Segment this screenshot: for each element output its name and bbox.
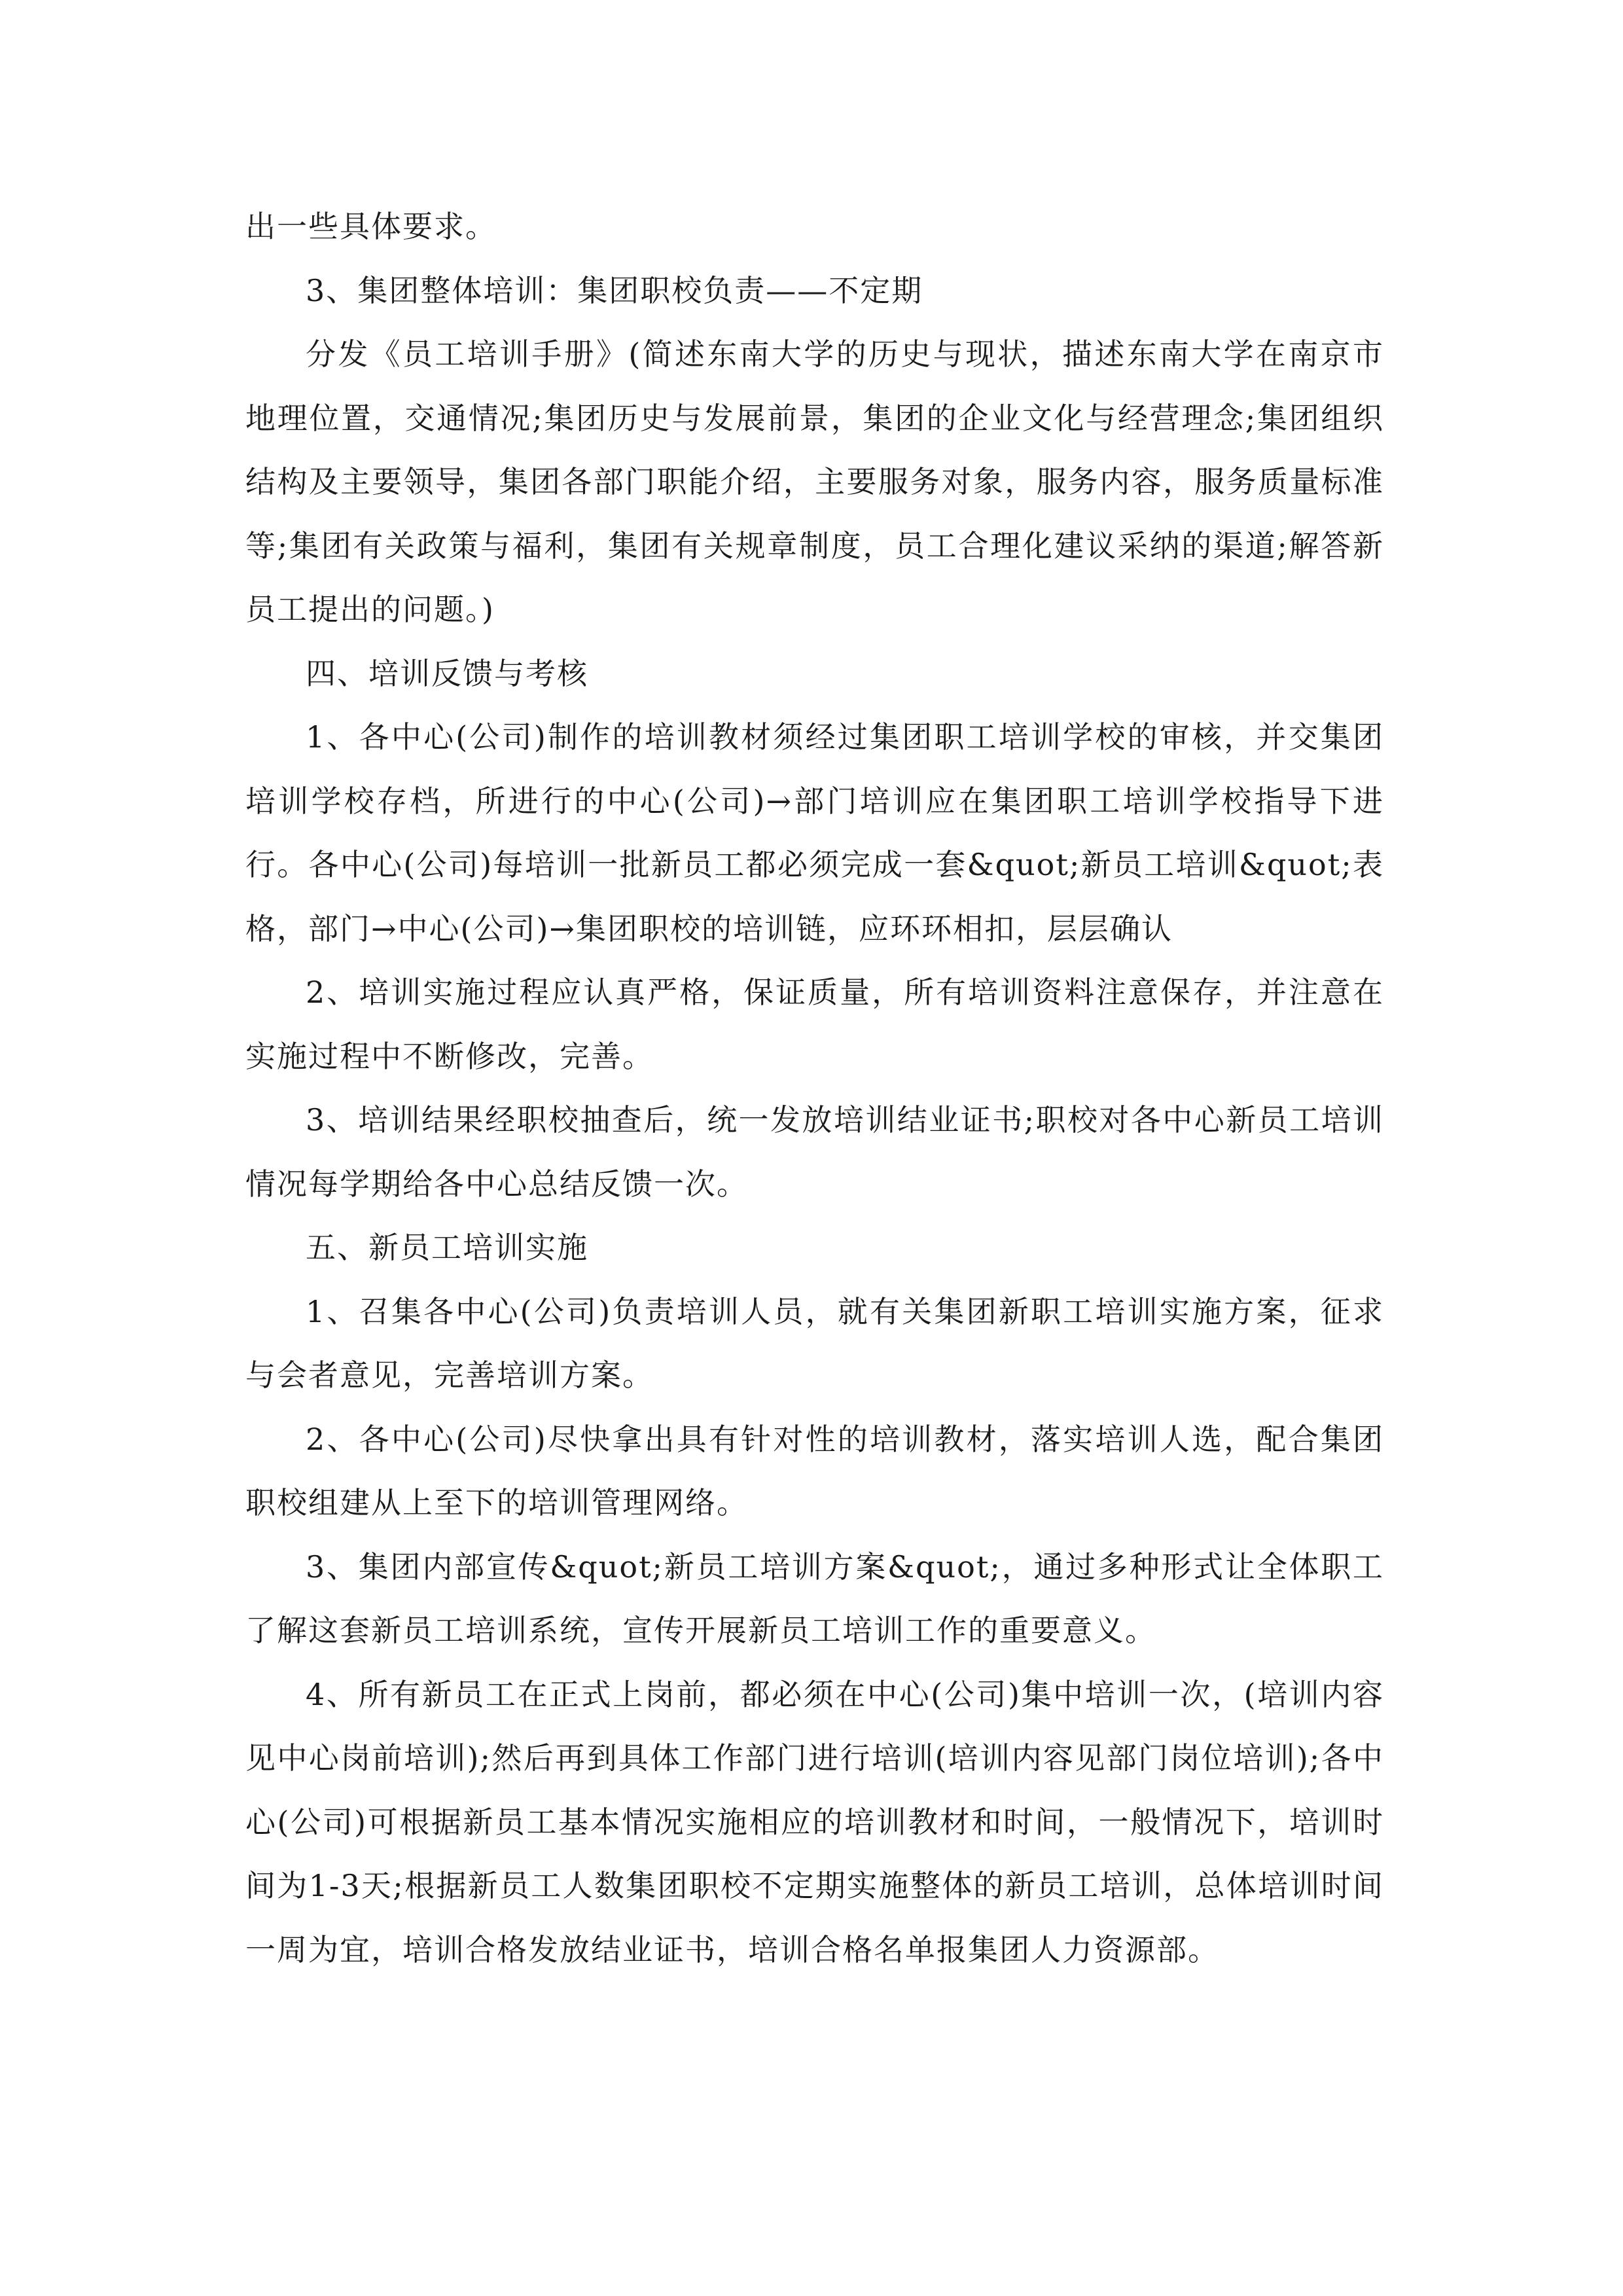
paragraph-implementation-3: 3、集团内部宣传&quot;新员工培训方案&quot;，通过多种形式让全体职工了解这套新员工培训系统，宣传开展新员工培训工作的重要意义。 (245, 1549, 1384, 1648)
document-body (245, 195, 1384, 1982)
section-heading-implementation: 五、新员工培训实施 (306, 1230, 588, 1265)
paragraph-feedback-3: 3、培训结果经职校抽查后，统一发放培训结业证书;职校对各中心新员工培训情况每学期给各中心总结反馈一次。 (245, 1102, 1384, 1202)
section-heading-feedback: 四、培训反馈与考核 (306, 655, 588, 691)
paragraph-implementation-2: 2、各中心(公司)尽快拿出具有针对性的培训教材，落实培训人选，配合集团职校组建从上至下的培训管理网络。 (245, 1421, 1384, 1520)
paragraph-handbook: 分发《员工培训手册》(简述东南大学的历史与现状，描述东南大学在南京市地理位置，交通情况;集团历史与发展前景，集团的企业文化与经营理念;集团组织结构及主要领导，集团各部门职能介绍，主要服务对象，服务内容，服务质量标准等;集团有关政策与福利，集团有关规章制度，员工合理化建议采纳的渠道;解答新员工提出的问题。) (245, 336, 1384, 627)
paragraph-implementation-4: 4、所有新员工在正式上岗前，都必须在中心(公司)集中培训一次，(培训内容见中心岗前培训);然后再到具体工作部门进行培训(培训内容见部门岗位培训);各中心(公司)可根据新员工基本情况实施相应的培训教材和时间，一般情况下，培训时间为1-3天;根据新员工人数集团职校不定期实施整体的新员工培训，总体培训时间一周为宜，培训合格发放结业证书，培训合格名单报集团人力资源部。 (245, 1676, 1384, 1967)
paragraph-feedback-1: 1、各中心(公司)制作的培训教材须经过集团职工培训学校的审核，并交集团培训学校存档，所进行的中心(公司)→部门培训应在集团职工培训学校指导下进行。各中心(公司)每培训一批新员工都必须完成一套&quot;新员工培训&quot;表格，部门→中心(公司)→集团职校的培训链，应环环相扣，层层确认 (245, 719, 1384, 946)
paragraph-continuation: 出一些具体要求。 (245, 209, 497, 244)
subsection-heading-group-training: 3、集团整体培训：集团职校负责——不定期 (306, 272, 923, 308)
paragraph-feedback-2: 2、培训实施过程应认真严格，保证质量，所有培训资料注意保存，并注意在实施过程中不断修改，完善。 (245, 975, 1384, 1074)
paragraph-implementation-1: 1、召集各中心(公司)负责培训人员，就有关集团新职工培训实施方案，征求与会者意见，完善培训方案。 (245, 1293, 1384, 1393)
